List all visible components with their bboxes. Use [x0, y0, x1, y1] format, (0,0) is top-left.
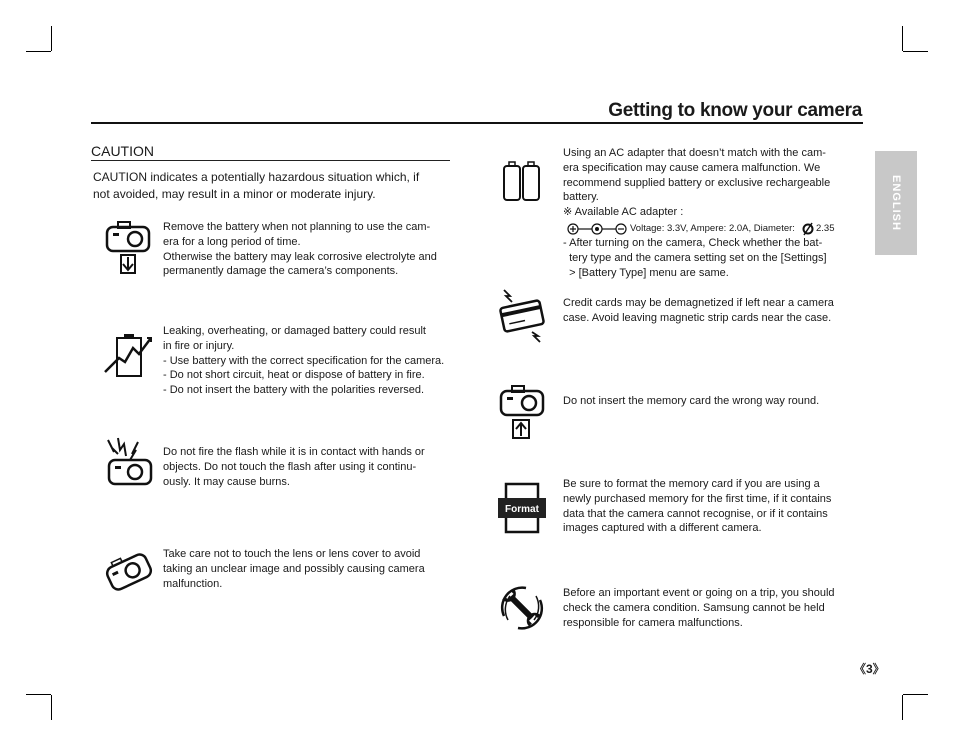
- crop-mark: [903, 51, 928, 52]
- camera-card-insert-icon: [499, 384, 545, 442]
- text-line: Do not insert the memory card the wrong way round.: [563, 395, 820, 407]
- adapter-spec-row: [563, 221, 853, 237]
- text-line: in fire or injury.: [163, 339, 235, 352]
- crop-mark: [903, 694, 928, 695]
- text-line: - After turning on the camera, Check whether the bat-: [563, 237, 823, 249]
- text-line: case. Avoid leaving magnetic strip cards near the case.: [563, 311, 832, 324]
- adapter-diameter: 2.35: [816, 223, 835, 234]
- crop-mark: [26, 51, 51, 52]
- text-line: tery type and the camera setting set on the [Settings]: [563, 251, 827, 264]
- format-card-label: Format: [505, 504, 539, 515]
- text-line: ※ Available AC adapter :: [563, 206, 684, 219]
- page-number: 《3》: [854, 662, 885, 676]
- batteries-icon: [502, 160, 542, 202]
- text-line: newly purchased memory for the first time, if it contains: [563, 492, 832, 505]
- caution-item-text: [163, 324, 444, 398]
- language-tab[interactable]: [875, 151, 917, 255]
- text-line: Take care not to touch the lens or lens cover to avoid: [163, 548, 421, 560]
- wrench-check-icon: [496, 582, 548, 634]
- lens-touch-icon: [103, 548, 155, 594]
- caution-item-text: [563, 296, 834, 326]
- text-line: permanently damage the camera’s components.: [163, 265, 399, 278]
- adapter-spec-text: Voltage: 3.3V, Ampere: 2.0A, Diameter:: [630, 223, 795, 234]
- text-line: data that the camera cannot recognise, or if it contains: [563, 507, 828, 520]
- caution-heading: CAUTION: [91, 143, 450, 161]
- text-line: - Use battery with the correct specification for the camera.: [163, 354, 445, 367]
- text-line: Credit cards may be demagnetized if left near a camera: [563, 297, 834, 309]
- format-card-icon: [498, 482, 546, 534]
- flash-burn-icon: [104, 436, 154, 488]
- caution-intro-line: not avoided, may result in a minor or moderate injury.: [93, 187, 376, 201]
- text-line: - Do not short circuit, heat or dispose of battery in fire.: [163, 369, 425, 382]
- caution-intro-line: CAUTION indicates a potentially hazardous situation which, if: [93, 170, 420, 184]
- caution-item-text: [563, 394, 819, 409]
- caution-item-text: [163, 445, 425, 489]
- text-line: - Do not insert the battery with the polarities reversed.: [163, 384, 425, 397]
- crop-mark: [902, 695, 903, 720]
- text-line: Using an AC adapter that doesn’t match with the cam-: [563, 147, 826, 159]
- text-line: responsible for camera malfunctions.: [563, 616, 743, 629]
- text-line: Remove the battery when not planning to use the cam-: [163, 221, 431, 233]
- text-line: Do not fire the flash while it is in contact with hands or: [163, 446, 425, 458]
- language-tab-label: ENGLISH: [890, 175, 902, 231]
- caution-item-text: [563, 477, 831, 536]
- crop-mark: [902, 26, 903, 51]
- text-line: era specification may cause camera malfunction. We: [563, 161, 821, 174]
- camera-battery-remove-icon: [104, 220, 152, 278]
- crop-mark: [51, 26, 52, 51]
- text-line: battery.: [563, 191, 599, 204]
- text-line: malfunction.: [163, 577, 223, 590]
- text-line: check the camera condition. Samsung cannot be held: [563, 601, 825, 614]
- caution-item-text: [563, 586, 835, 630]
- text-line: era for a long period of time.: [163, 235, 301, 248]
- text-line: images captured with a different camera.: [563, 522, 762, 535]
- text-line: Before an important event or going on a trip, you should: [563, 587, 835, 599]
- text-line: Be sure to format the memory card if you are using a: [563, 478, 820, 490]
- credit-card-magnet-icon: [498, 288, 546, 344]
- text-line: ously. It may cause burns.: [163, 475, 290, 488]
- polarity-icon: [565, 222, 629, 236]
- title-rule: [91, 122, 863, 124]
- caution-item-text: [563, 146, 830, 220]
- caution-item-text: [163, 547, 425, 591]
- battery-hazard-icon: [103, 332, 155, 380]
- crop-mark: [26, 694, 51, 695]
- text-line: Otherwise the battery may leak corrosive electrolyte and: [163, 250, 437, 263]
- text-line: Leaking, overheating, or damaged battery could result: [163, 325, 426, 337]
- caution-intro: [93, 169, 448, 203]
- text-line: > [Battery Type] menu are same.: [563, 266, 729, 279]
- caution-item-text: [563, 236, 827, 280]
- diameter-icon: [801, 222, 815, 236]
- text-line: recommend supplied battery or exclusive rechargeable: [563, 176, 831, 189]
- page-title: Getting to know your camera: [608, 100, 862, 121]
- crop-mark: [51, 695, 52, 720]
- caution-item-text: [163, 220, 437, 279]
- text-line: objects. Do not touch the flash after using it continu-: [163, 460, 417, 473]
- text-line: taking an unclear image and possibly causing camera: [163, 562, 425, 575]
